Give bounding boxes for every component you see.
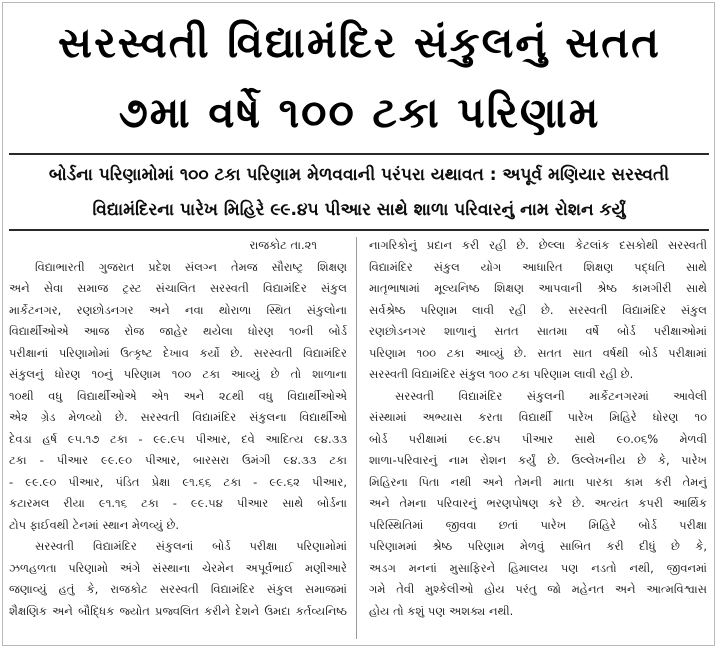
article-line: ગમે તેવી મુશ્કેલીઓ હોય પરંતુ જો મહેનત અને આત્મવિશ્વાસ bbox=[369, 582, 707, 596]
article-line: સર્વશ્રેષ્ઠ પરિણામ લાવી રહી છે. સરસ્વતી વિદ્યામંદિર સંકુલ bbox=[369, 302, 707, 317]
article-line: ટકા - પીઆર ૯૯.૯૦ પીઆર, બારસરા ઉમંગી ૯૪.૩૩ ટકા bbox=[9, 453, 347, 467]
article-line: હોય તો કશું પણ અશક્ય નથી. bbox=[369, 603, 514, 618]
article-line: રણછોડનગર શાળાનું સતત સાતમા વર્ષે બોર્ડ પરીક્ષાઓમાં bbox=[369, 324, 707, 338]
headline-line-2: ૭મા વર્ષે ૧૦૦ ટકા પરિણામ bbox=[118, 88, 601, 137]
headline-line-1: સરસ્વતી વિદ્યામંદિર સંકુલનું સતત bbox=[58, 18, 661, 67]
article-line: - ૯૯.૯૦ પીઆર, પંડિત પ્રેક્ષા ૯૧.૬૬ ટકા - ૯૯.૬૨ પીઆર, bbox=[9, 474, 347, 489]
article-line: વિદ્યાભારતી ગુજરાત પ્રદેશ સંલગ્ન તેમજ સૌરાષ્ટ્ર શિક્ષણ bbox=[35, 259, 347, 274]
dateline: રાજકોટ તા.૨૧ bbox=[249, 238, 317, 252]
article-line: પરીક્ષાનાં પરિણામોમાં ઉત્કૃષ્ટ દેખાવ કર્યો છે. સરસ્વતી વિદ્યામંદિર bbox=[9, 345, 347, 360]
newspaper-clipping bbox=[2, 2, 715, 646]
article-line: નાગરિકોનું પ્રદાન કરી રહી છે. છેલ્લા કેટલાંક દસકોથી સરસ્વતી bbox=[369, 238, 707, 252]
article-line: ઝળહળતા પરિણામો અંગે સંસ્થાના ચેરમેન અપૂર્વભાઈ મણીઆરે bbox=[9, 560, 347, 575]
article-line: જણાવ્યું હતું કે, રાજકોટ સરસ્વતી વિદ્યામંદિર સંકુલ સમાજમાં bbox=[9, 582, 347, 596]
article-column-right bbox=[369, 235, 707, 640]
article-line: માતૃભાષામાં મૂલ્યનિષ્ઠ શિક્ષણ આપવાની શ્રેષ્ઠ કામગીરી સાથે bbox=[369, 281, 707, 295]
article-line: સંસ્થામાં અભ્યાસ કરતા વિદ્યાર્થી પારેખ મિહિરે ધોરણ ૧૦ bbox=[369, 410, 707, 424]
article-line: દેવડા હર્ષ ૯૫.૧૭ ટકા - ૯૯.૯૫ પીઆર, દવે આદિત્ય ૯૪.૩૩ bbox=[9, 431, 347, 446]
article-line: શાળા-પરિવારનું નામ રોશન કર્યું છે. ઉલ્લેખનીય છે કે, પારેખ bbox=[369, 453, 707, 467]
article-line: વિદ્યાર્થીઓએ આજ રોજ જાહેર થયેલા ધોરણ ૧૦ની બોર્ડ bbox=[9, 324, 347, 338]
article-line: શૈક્ષણિક અને બૌદ્ધિક જ્યોત પ્રજ્વલિત કરીને દેશને ઉમદા કર્તવ્યનિષ્ઠ bbox=[9, 603, 347, 618]
subheadline-line-1: બોર્ડના પરિણામોમાં ૧૦૦ ટકા પરિણામ મેળવવાની પરંપરા યથાવત : અપૂર્વ મણિયાર સરસ્વતી bbox=[48, 165, 670, 185]
article-line: કટારમલ રીયા ૯૧.૧૬ ટકા - ૯૯.૫૪ પીઆર સાથે બોર્ડના bbox=[9, 496, 347, 510]
article-line: બોર્ડ પરીક્ષામાં ૯૯.૪૫ પીઆર સાથે ૯૦.૦૬% મેળવી bbox=[369, 431, 707, 446]
article-line: મિહિરના પિતા નથી અને તેમની માતા પારકા કામ કરી તેમનું bbox=[369, 474, 707, 489]
subheadline-bottom-rule bbox=[9, 229, 709, 231]
article-line: સંકુલનું ધોરણ ૧૦નું પરિણામ ૧૦૦ ટકા આવ્યું છે તો શાળાના bbox=[9, 367, 347, 381]
column-divider bbox=[356, 237, 357, 639]
article-line: અડગ મનનાં મુસાફિરને હિમાલય પણ નડતો નથી, જીવનમાં bbox=[369, 560, 707, 575]
article-line: અને સેવા સમાજ ટ્રસ્ટ સંચાલિત સરસ્વતી વિદ્યામંદિર સંકુલ bbox=[9, 281, 347, 295]
subheadline-top-rule bbox=[9, 153, 709, 155]
article-line: ટોપ ફાઈવથી ટેનમાં સ્થાન મેળવ્યું છે. bbox=[9, 517, 180, 532]
article-line: અને તેમના પરિવારનું ભરણપોષણ કરે છે. અત્યંત કપરી આર્થિક bbox=[369, 496, 707, 510]
article-line: વિદ્યામંદિર સંકુલ યોગ આધારિત શિક્ષણ પદ્ધતિ સાથે bbox=[369, 259, 707, 274]
article-line: પરિસ્થિતિમાં જીવવા છતાં પારેખ મિહિરે બોર્ડ પરીક્ષા bbox=[369, 517, 707, 532]
article-line: સરસ્વતી વિદ્યામંદિર સંકુલની માર્કેટનગરમાં આવેલી bbox=[395, 388, 707, 403]
article-line: સરસ્વતી વિદ્યામંદિર સંકુલનાં બોર્ડ પરીક્ષા પરિણામોમાં bbox=[35, 539, 347, 553]
article-column-left bbox=[9, 235, 347, 640]
article-line: સરસ્વતી વિદ્યામંદિર સંકુલ ૧૦૦ ટકા પરિણામ લાવી રહી છે. bbox=[369, 367, 634, 381]
article-line: પરિણામ ૧૦૦ ટકા આવ્યું છે. સતત સાત વર્ષથી બોર્ડ પરીક્ષામાં bbox=[369, 345, 707, 360]
article-line: ૧૦થી વધુ વિદ્યાર્થીઓએ એ૧ અને ૨૮થી વધુ વિદ્યાર્થીઓએ bbox=[9, 388, 347, 403]
article-line: પરિણામમાં શ્રેષ્ઠ પરિણામ મેળવું સાબિત કરી દીધું છે કે, bbox=[369, 539, 707, 553]
article-line: માર્કેટનગર, રણછોડનગર અને નવા થોરાળા સ્થિત સંકુલોના bbox=[9, 302, 347, 317]
article-line: એ૨ ગ્રેડ મેળવ્યો છે. સરસ્વતી વિદ્યામંદિર સંકુલના વિદ્યાર્થીઓ bbox=[9, 410, 347, 424]
subheadline-line-2: વિદ્યામંદિરના પારેખ મિહિરે ૯૯.૪૫ પીઆર સાથે શાળા પરિવારનું નામ રોશન કર્યું bbox=[92, 200, 626, 220]
